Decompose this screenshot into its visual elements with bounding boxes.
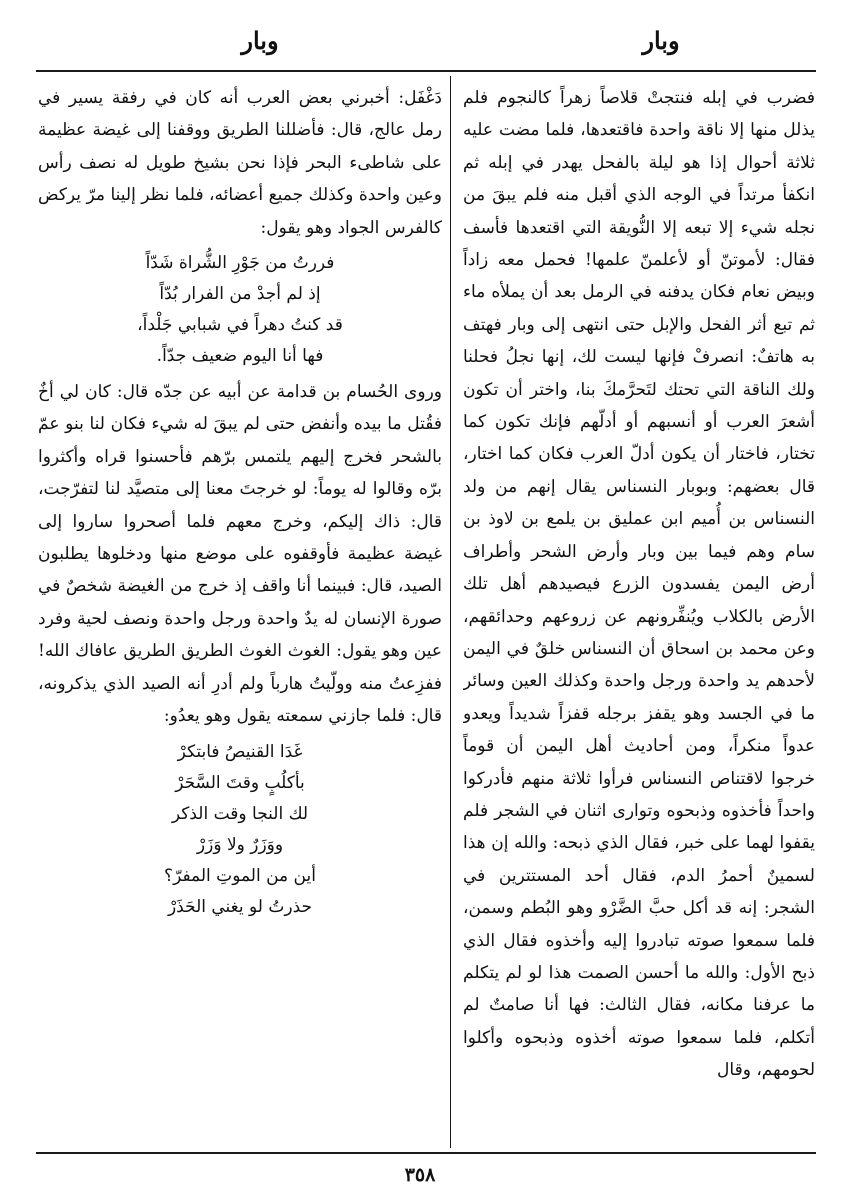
- poem-1-line: قد كنتُ دهراً في شبابي جَلْداً،: [137, 315, 343, 336]
- poem-2-line: لك النجا وقت الذكر: [171, 803, 309, 824]
- poem-2-line: أين من الموتِ المفرّ؟: [164, 865, 316, 886]
- left-column: [38, 82, 442, 1146]
- poem-1-line: فررتُ من جَوْرِ الشُّراة شَدّاً: [145, 253, 335, 274]
- header-title-left: وبار: [241, 26, 279, 55]
- right-column-text: فضرب في إبله فنتجتْ قلاصاً زهراً كالنجوم فلم يذلل منها إلا ناقة واحدة فاقتعدها، فلما مضت عليه ثلاثة أحوال إذا هو ليلة بالفحل يهدر في إبله ثم انكفأ مرتداً في الوجه الذي أقبل منه فلم يبقَ من نجله شيء إلا تبعه إلا النُّويقة التي اقتعدها فأسف فقال: لأموتنّ أو لأعلمنّ علمها! فحمل معه زاداً وبيض نعام فكان يدفنه في الرمل بعد أن يملأه ماء ثم تبع أثر الفحل والإبل حتى انتهى إلى وبار فهتف به هاتفٌ: انصرفْ فإنها ليست لك، إنها نجلُ فحلنا ولك الناقة التي تحتك لتَحرَّمكَ بنا، واختر أن تكون أشعرَ العرب أو أنسبهم أو أدلّهم فإنك تكون كما تختار، فاختار أن يكون أدلّ العرب فكان كما اختار، قال بعضهم: وبوبار النسناس يقال إنهم من ولد النسناس بن أُميم ابن عمليق بن يلمع بن لاوذ بن سام وهم فيما بين وبار وأرض الشحر وأطراف أرض اليمن يفسدون الزرع فيصيدهم أهل تلك الأرض بالكلاب ويُنفِّرونهم عن زروعهم وحدائقهم، وعن محمد بن اسحاق أن النسناس خلقٌ في اليمن لأحدهم يد واحدة ورجل واحدة وكذلك العين وسائر ما في الجسد وهو يقفز برجله قفزاً شديداً ويعدو عدواً منكراً، ومن أحاديث أهل اليمن أن قوماً خرجوا لاقتناص النسناس فرأوا ثلاثة منهم فأدركوا واحداً فأخذوه وذبحوه وتوارى اثنان في الشجر فلم يقفوا لهما على خبر، فقال الذي ذبحه: والله إن هذا لسمينٌ أحمرُ الدم، فقال أحد المستترين في الشجر: إنه قد أكل حبَّ الضَّرْو وهو البُطم وسمن، فلما سمعوا صوته تبادروا إليه وأخذوه فقال الذي ذبح الأول: والله ما أحسن الصمت هذا لو لم يتكلم ما عرفنا مكانه، فقال الثالث: فها أنا صامتٌ لم أتكلم، فلما سمعوا صوته أخذوه وذبحوه وأكلوا لحومهم، وقال: [463, 88, 815, 1081]
- right-column: [463, 82, 815, 1146]
- left-paragraph-1: دَغْفَل: أخبرني بعض العرب أنه كان في رفقة يسير في رمل عالج، قال: فأضللنا الطريق ووقفنا إلى غيضة عظيمة على شاطىء البحر فإذا نحن بشيخ طويل له نصف رأس وعين واحدة وكذلك جميع أعضائه، فلما نظر إلينا مرّ يركض كالفرس الجواد وهو يقول:: [38, 88, 442, 238]
- poem-1-line: إذ لم أجدْ من الفرار بُدّاً: [159, 284, 321, 305]
- footer-rule: [36, 1152, 816, 1154]
- poem-1: [38, 248, 442, 372]
- header-title-right: وبار: [642, 26, 680, 55]
- poem-2-line: غَدَا القنيصُ فابتكرْ: [177, 741, 303, 762]
- left-paragraph-2: وروى الحُسام بن قدامة عن أبيه عن جدّه قال: كان لي أخٌ فقُتل ما بيده وأنفض حتى لم يبقَ له شيء فكان لنا بنو عمّ بالشحر فخرج إليهم يلتمس برّهم فأحسنوا قراه وأكثروا برّه وقالوا له يوماً: لو خرجتَ معنا إلى متصيَّد لنا لتفرّجت، قال: ذاك إليكم، وخرج معهم فلما أصحروا ساروا إلى غيضة عظيمة فأوقفوه على موضع منها ودخلوها يطلبون الصيد، قال: فبينما أنا واقف إذ خرج من الغيضة شخصٌ في صورة الإنسان له يدٌ واحدة ورجل واحدة ونصف لحية وفرد عين وهو يقول: الغوث الغوث الطريق الطريق عافاك الله! ففزِعتُ منه وولّيتُ هارباً ولم أدرِ أنه الصيد الذي يذكرونه، قال: فلما جازني سمعته يقول وهو يعدُو:: [38, 382, 442, 727]
- poem-2-line: بأكلُبٍ وقتَ السَّحَرْ: [175, 772, 305, 793]
- page-number: ٣٥٨: [404, 1164, 436, 1186]
- poem-1-line: فها أنا اليوم ضعيف جدّاً.: [156, 346, 324, 367]
- poem-2-line: ووَزَرٌ ولا وَزَرْ: [196, 834, 284, 855]
- poem-2-line: حذرتُ لو يغني الحَذَرْ: [167, 896, 313, 917]
- header-rule: [36, 70, 816, 72]
- column-divider: [450, 76, 451, 1148]
- poem-2: [38, 737, 442, 923]
